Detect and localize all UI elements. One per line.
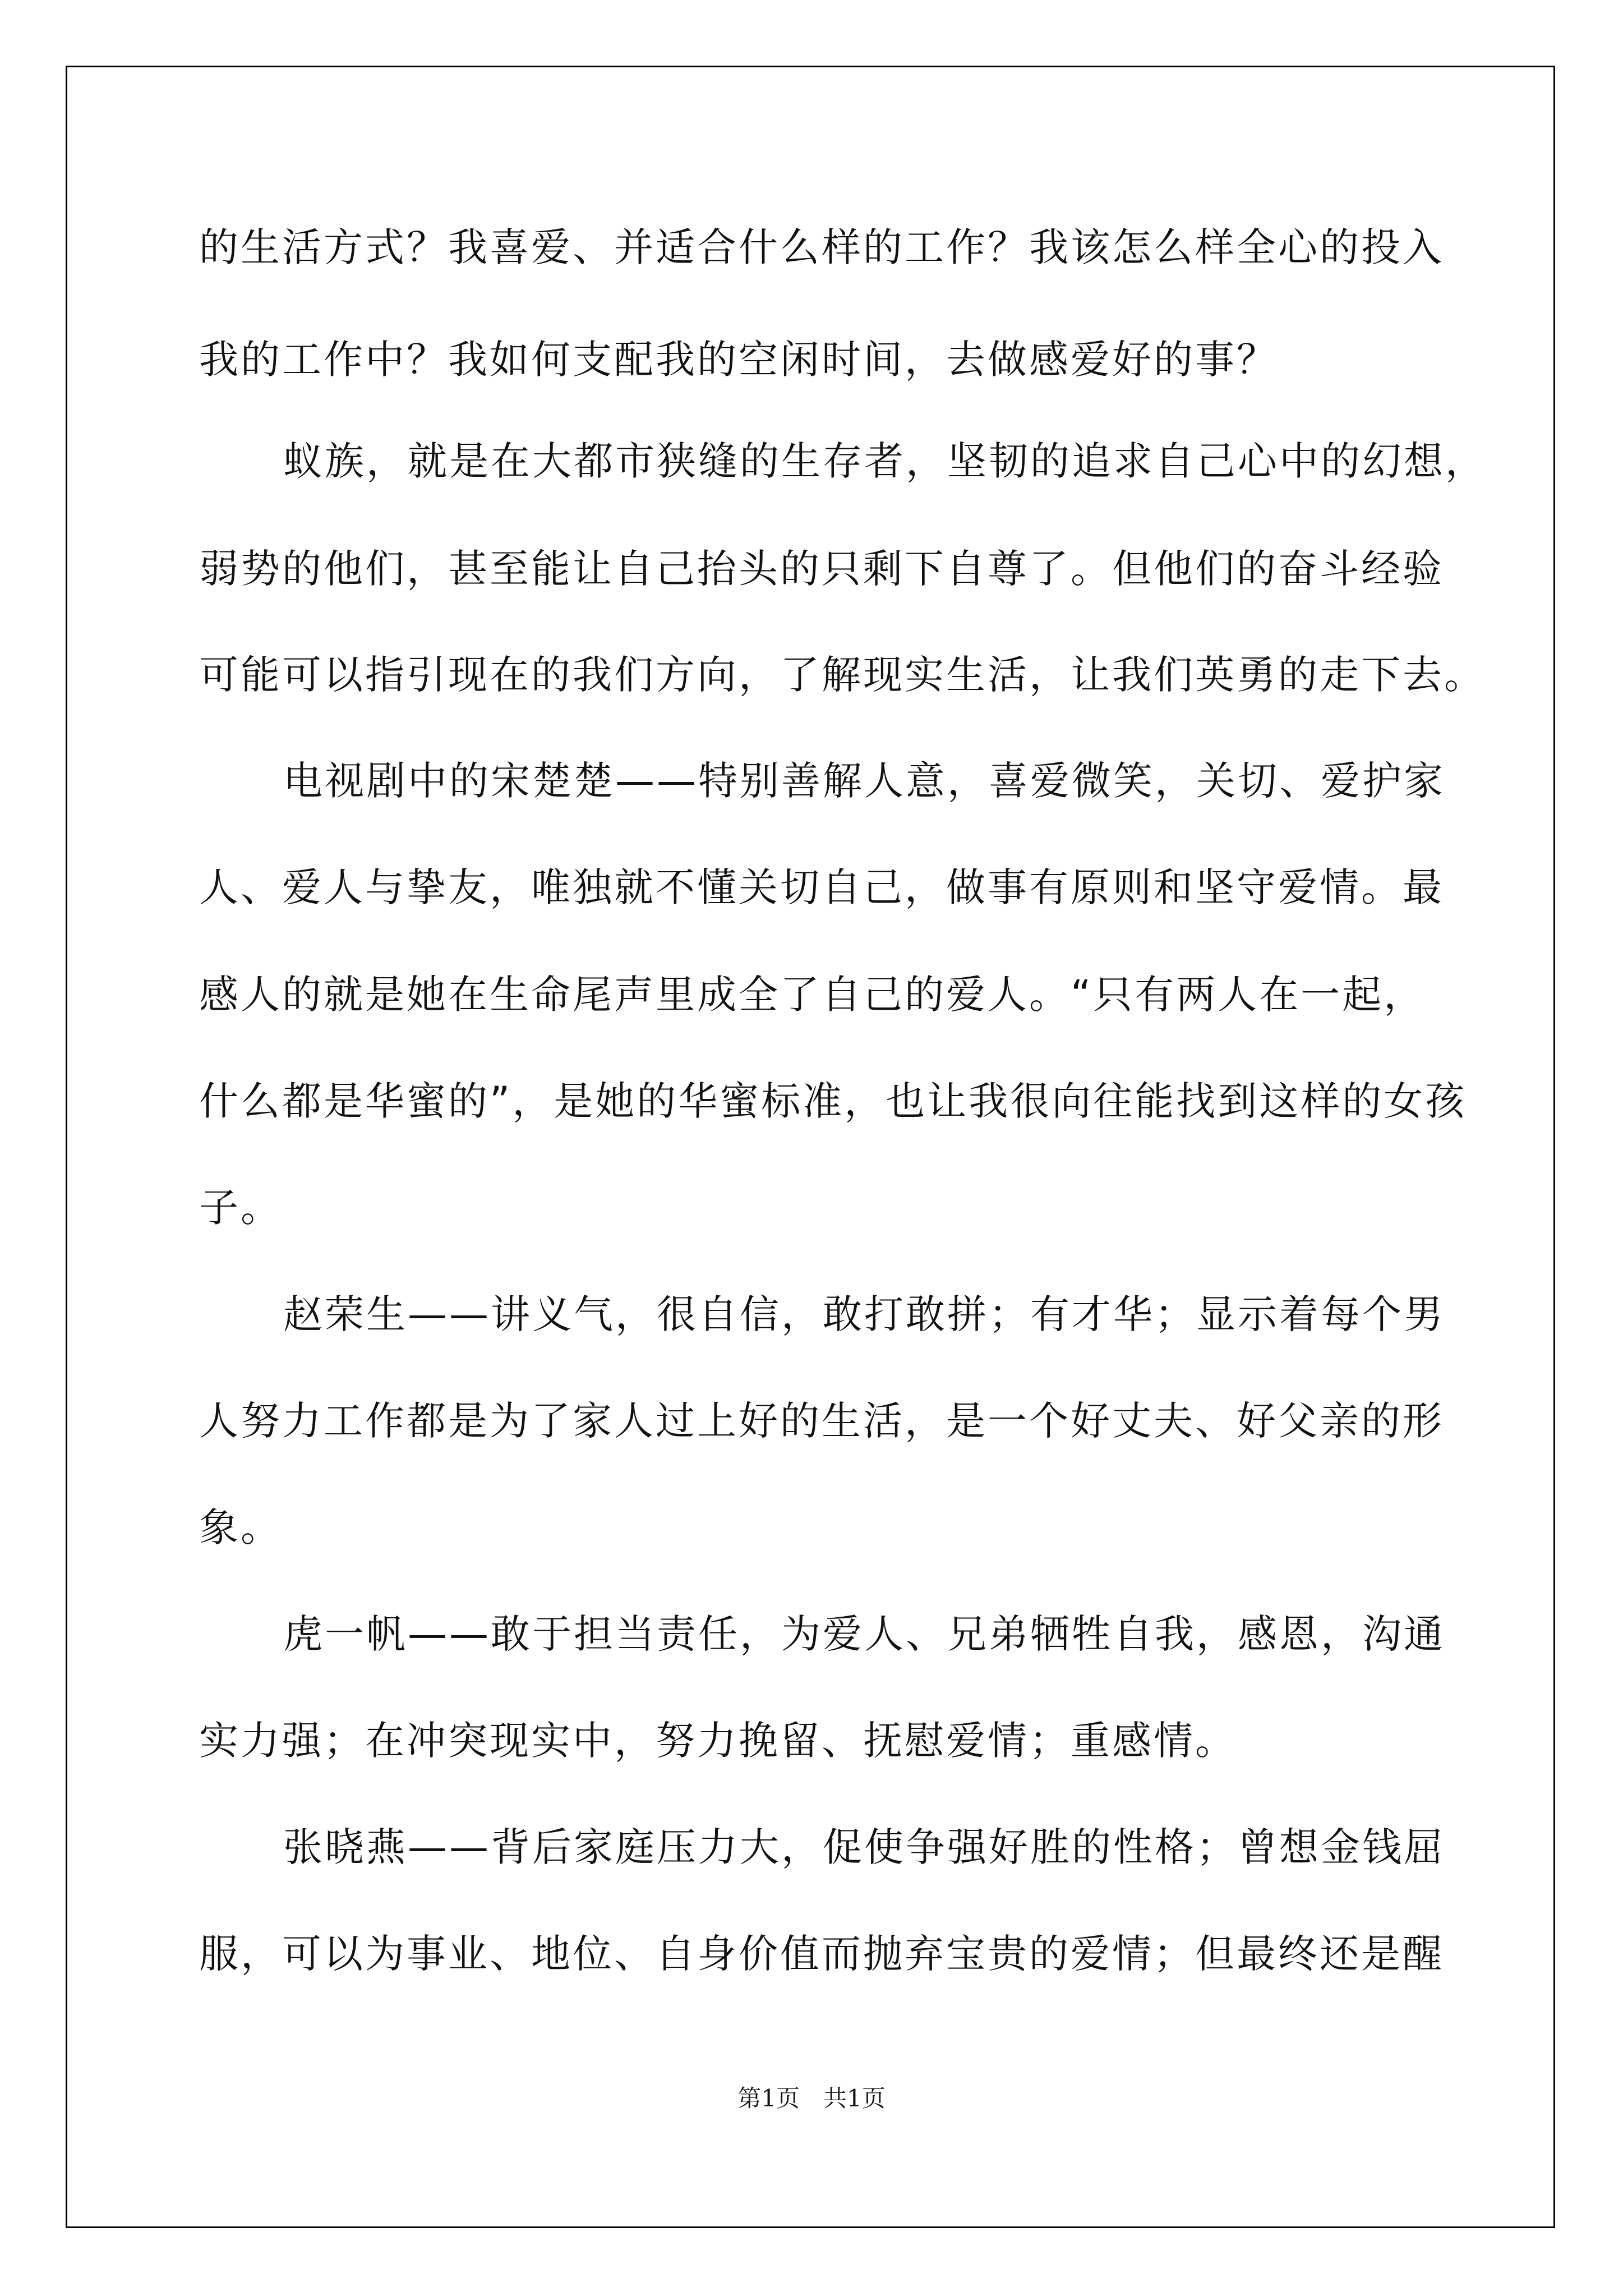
page-number: 第1页 xyxy=(737,2085,800,2112)
text-line: 什么都是华蜜的”，是她的华蜜标准，也让我很向往能找到这样的女孩 xyxy=(199,1078,1467,1124)
text-line: 虎一帆——敢于担当责任，为爱人、兄弟牺牲自我，感恩，沟通 xyxy=(283,1611,1445,1657)
text-line: 电视剧中的宋楚楚——特别善解人意，喜爱微笑，关切、爱护家 xyxy=(283,758,1445,804)
text-line: 感人的就是她在生命尾声里成全了自己的爱人。“只有两人在一起， xyxy=(199,972,1426,1018)
text-line: 张晓燕——背后家庭压力大，促使争强好胜的性格；曾想金钱屈 xyxy=(283,1824,1445,1870)
page-frame xyxy=(66,66,1555,2228)
page-total: 共1页 xyxy=(823,2085,886,2112)
text-line: 子。 xyxy=(199,1185,282,1231)
text-line: 人努力工作都是为了家人过上好的生活，是一个好丈夫、好父亲的形 xyxy=(199,1398,1444,1444)
page-footer xyxy=(0,2083,1623,2114)
text-line: 实力强；在冲突现实中，努力挽留、抚慰爱情；重感情。 xyxy=(199,1718,1237,1764)
text-line: 象。 xyxy=(199,1504,282,1550)
text-line: 可能可以指引现在的我们方向，了解现实生活，让我们英勇的走下去。 xyxy=(199,652,1486,698)
text-line: 赵荣生——讲义气，很自信，敢打敢拼；有才华；显示着每个男 xyxy=(283,1291,1445,1337)
text-line: 我的工作中？我如何支配我的空闲时间，去做感爱好的事？ xyxy=(199,337,1278,383)
text-line: 人、爱人与挚友，唯独就不懂关切自己，做事有原则和坚守爱情。最 xyxy=(199,864,1444,910)
text-line: 弱势的他们，甚至能让自己抬头的只剩下自尊了。但他们的奋斗经验 xyxy=(199,546,1444,592)
text-line: 蚁族，就是在大都市狭缝的生存者，坚韧的追求自己心中的幻想， xyxy=(283,438,1487,484)
text-line: 的生活方式？我喜爱、并适合什么样的工作？我该怎么样全心的投入 xyxy=(199,224,1444,270)
text-line: 服，可以为事业、地位、自身价值而抛弃宝贵的爱情；但最终还是醒 xyxy=(199,1931,1444,1977)
